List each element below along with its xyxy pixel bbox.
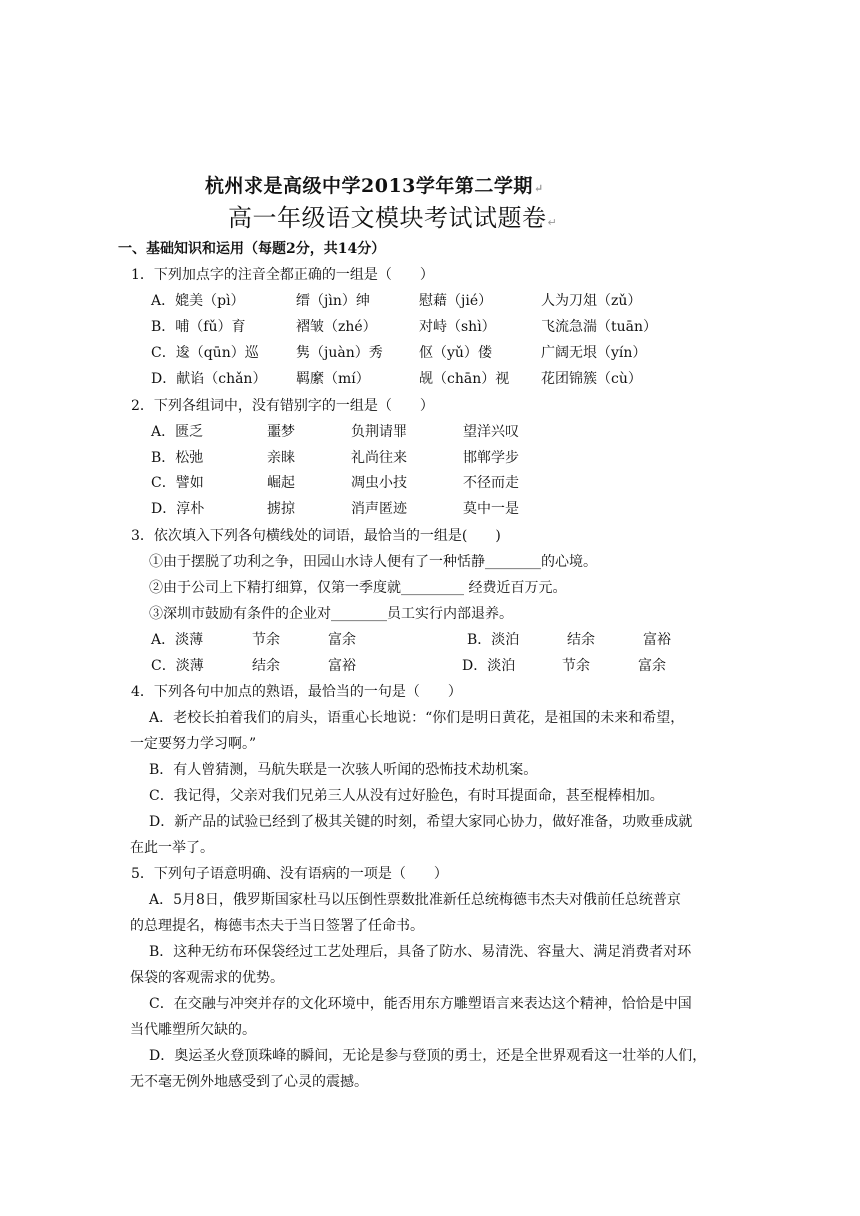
q5-option-d-cont: 无不毫无例外地感受到了心灵的震撼。 <box>130 1074 368 1090</box>
question-3-stem: 3．依次填入下列各句横线处的词语，最恰当的一组是( ) <box>131 528 501 544</box>
q2-c-2: 崛起 <box>267 475 295 491</box>
q3-b-1: B．淡泊 <box>467 632 520 648</box>
q3-a-3: 富余 <box>328 632 356 648</box>
q1-d-4: 花团锦簇（cù） <box>541 371 642 387</box>
question-4-stem: 4．下列各句中加点的熟语，最恰当的一句是（ ） <box>131 684 462 700</box>
question-5-stem: 5．下列句子语意明确、没有语病的一项是（ ） <box>131 866 448 882</box>
q3-sentence-3: ③深圳市鼓励有条件的企业对________员工实行内部退养。 <box>149 606 513 622</box>
q1-c-2: 隽（juàn）秀 <box>296 345 383 361</box>
q1-c-1: C．逡（qūn）巡 <box>151 345 259 361</box>
q4-option-c: C．我记得，父亲对我们兄弟三人从没有过好脸色，有时耳提面命，甚至棍棒相加。 <box>149 788 664 804</box>
return-mark: ↵ <box>533 182 544 195</box>
q2-c-3: 凋虫小技 <box>351 475 407 491</box>
title-text-1: 杭州求是高级中学2013学年第二学期 <box>205 175 533 197</box>
q2-d-1: D．淳朴 <box>151 501 205 517</box>
q3-sentence-2: ②由于公司上下精打细算，仅第一季度就_________ 经费近百万元。 <box>149 580 567 596</box>
q2-c-1: C．譬如 <box>151 475 204 491</box>
q1-a-2: 缙（jìn）绅 <box>296 293 370 309</box>
q3-a-1: A．淡薄 <box>151 632 204 648</box>
q1-b-1: B．哺（fǔ）育 <box>151 319 246 335</box>
q4-option-b: B．有人曾猜测，马航失联是一次骇人听闻的恐怖技术劫机案。 <box>149 762 538 778</box>
q5-option-a-cont: 的总理提名，梅德韦杰夫于当日签署了任命书。 <box>130 918 424 934</box>
q2-a-3: 负荆请罪 <box>351 424 407 440</box>
q2-d-2: 掳掠 <box>267 501 295 517</box>
q3-c-1: C．淡薄 <box>151 658 204 674</box>
q2-b-4: 邯郸学步 <box>463 450 519 466</box>
q2-a-4: 望洋兴叹 <box>463 424 519 440</box>
q3-b-3: 富裕 <box>643 632 671 648</box>
title-text-2: 高一年级语文模块考试试题卷 <box>228 204 547 232</box>
section-heading: 一、基础知识和运用（每题2分，共14分） <box>118 241 386 257</box>
q2-b-1: B．松弛 <box>151 450 204 466</box>
q5-option-a: A．5月8日，俄罗斯国家杜马以压倒性票数批准新任总统梅德韦杰夫对俄前任总统普京 <box>149 892 681 908</box>
q1-a-1: A．媲美（pì） <box>151 293 245 309</box>
q3-a-2: 节余 <box>252 632 280 648</box>
q1-d-1: D．献谄（chǎn） <box>151 371 267 387</box>
q2-b-3: 礼尚往来 <box>351 450 407 466</box>
q2-d-4: 莫中一是 <box>463 501 519 517</box>
question-1-stem: 1．下列加点字的注音全都正确的一组是（ ） <box>131 267 434 283</box>
q3-d-1: D．淡泊 <box>462 658 516 674</box>
q1-c-4: 广阔无垠（yín） <box>541 345 647 361</box>
q1-d-3: 觇（chān）视 <box>419 371 510 387</box>
q3-c-3: 富裕 <box>328 658 356 674</box>
q4-option-a-cont: 一定要努力学习啊。” <box>130 736 257 752</box>
q2-a-1: A．匮乏 <box>151 424 204 440</box>
q3-d-3: 富余 <box>638 658 666 674</box>
q5-option-b-cont: 保袋的客观需求的优势。 <box>130 970 284 986</box>
q2-b-2: 亲睐 <box>267 450 295 466</box>
q2-d-3: 消声匿迹 <box>351 501 407 517</box>
q1-c-3: 伛（yǔ）偻 <box>419 345 492 361</box>
q2-c-4: 不径而走 <box>463 475 519 491</box>
return-mark: ↵ <box>547 216 558 229</box>
q1-b-2: 褶皱（zhé） <box>296 319 377 335</box>
q1-b-3: 对峙（shì） <box>419 319 496 335</box>
q5-option-d: D．奥运圣火登顶珠峰的瞬间，无论是参与登顶的勇士，还是全世界观看这一壮举的人们， <box>149 1048 707 1064</box>
q5-option-c-cont: 当代雕塑所欠缺的。 <box>130 1022 256 1038</box>
exam-title-line1 <box>205 174 544 201</box>
q1-b-4: 飞流急湍（tuān） <box>541 319 658 335</box>
q4-option-a: A．老校长拍着我们的肩头，语重心长地说：“你们是明日黄花，是祖国的未来和希望， <box>149 710 685 726</box>
q3-d-2: 节余 <box>562 658 590 674</box>
q1-d-2: 羁縻（mí） <box>296 371 370 387</box>
q3-b-2: 结余 <box>567 632 595 648</box>
q4-option-d: D．新产品的试验已经到了极其关键的时刻，希望大家同心协力，做好准备，功败垂成就 <box>149 814 693 830</box>
q2-a-2: 噩梦 <box>267 424 295 440</box>
exam-title-line2 <box>228 203 557 238</box>
question-2-stem: 2．下列各组词中，没有错别字的一组是（ ） <box>131 398 434 414</box>
q3-sentence-1: ①由于摆脱了功利之争，田园山水诗人便有了一种恬静________的心境。 <box>149 554 597 570</box>
q4-option-d-cont: 在此一举了。 <box>130 840 214 856</box>
q5-option-b: B．这种无纺布环保袋经过工艺处理后，具备了防水、易清洗、容量大、满足消费者对环 <box>149 944 692 960</box>
q1-a-3: 慰藉（jié） <box>419 293 493 309</box>
q1-a-4: 人为刀俎（zǔ） <box>541 293 642 309</box>
q5-option-c: C．在交融与冲突并存的文化环境中，能否用东方雕塑语言来表达这个精神，恰恰是中国 <box>149 996 692 1012</box>
q3-c-2: 结余 <box>252 658 280 674</box>
